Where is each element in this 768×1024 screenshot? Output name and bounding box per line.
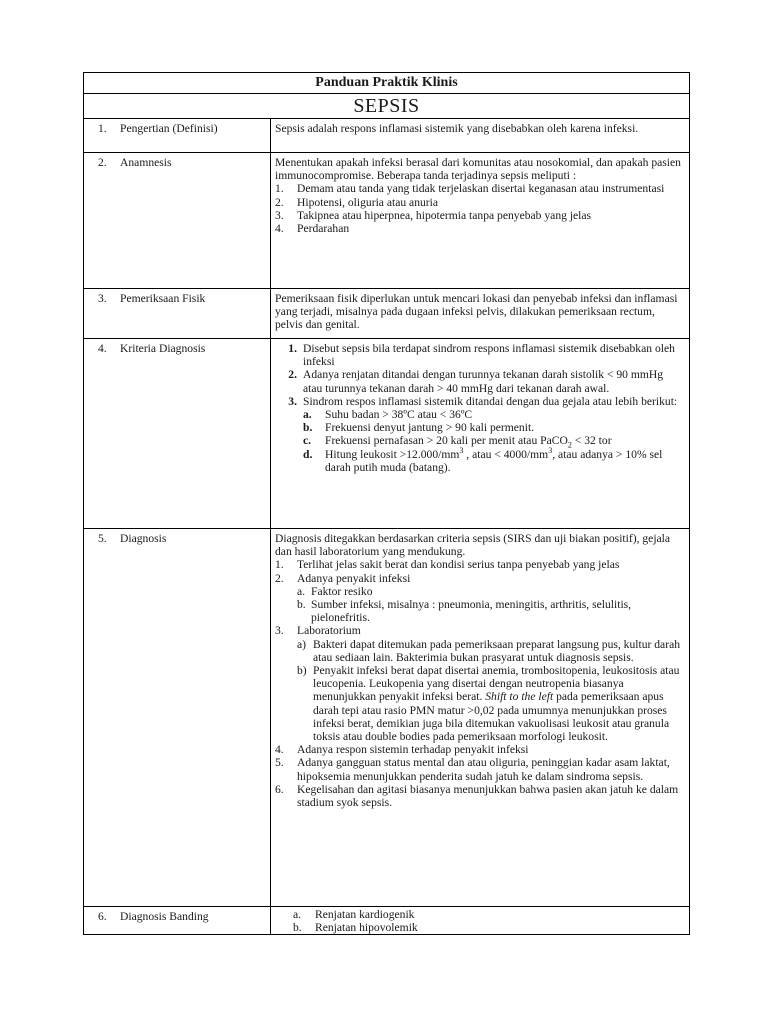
list-item: 3. Takipnea atau hiperpnea, hipotermia tanpa penyebab yang jelas	[275, 208, 592, 222]
row-number: 5.	[98, 532, 107, 545]
row-label-cell	[84, 907, 271, 935]
list-item: 2. Hipotensi, oliguria atau anuria	[275, 195, 439, 209]
row-label-cell	[84, 289, 271, 339]
list-item: 3. Sindrom respos inflamasi sistemik ditandai dengan dua gejala atau lebih berikut:	[288, 394, 678, 408]
row-label: Diagnosis Banding	[120, 910, 209, 923]
row-number: 1.	[98, 122, 107, 135]
row-label: Pengertian (Definisi)	[120, 122, 218, 135]
row-number: 3.	[98, 292, 107, 305]
row-label: Diagnosis	[120, 532, 167, 545]
topic-heading: SEPSIS	[84, 94, 690, 119]
row-label: Kriteria Diagnosis	[120, 342, 206, 355]
list-item: 4. Perdarahan	[275, 222, 350, 236]
row-label-cell	[84, 153, 271, 289]
diagnosis-list-end	[275, 743, 685, 809]
differential-list	[275, 908, 685, 934]
row-label-cell	[84, 529, 271, 907]
list-item: a) Bakteri dapat ditemukan pada pemeriksaan preparat langsung pus, kultur darah atau sediaan lain. Bakterimia bukan prasyarat untuk diagnosis sepsis.	[297, 637, 681, 664]
table-row	[84, 339, 690, 529]
table-row	[84, 153, 690, 289]
row-content-cell	[271, 907, 690, 935]
list-item: 1. Terlihat jelas sakit berat dan kondisi serius tanpa penyebab yang jelas	[275, 558, 620, 572]
list-item: b. Sumber infeksi, misalnya : pneumonia, meningitis, arthritis, selulitis, pielonefritis.	[297, 598, 632, 625]
clinical-guideline-table	[83, 72, 690, 935]
list-item: 1. Disebut sepsis bila terdapat sindrom respons inflamasi sistemik disebabkan oleh infeksi	[288, 342, 675, 369]
table-row	[84, 289, 690, 339]
table-row	[84, 529, 690, 907]
list-item: 1. Demam atau tanda yang tidak terjelaskan disertai keganasan atau instrumentasi	[275, 182, 665, 196]
list-item: d. Hitung leukosit $>12.000/mm^3$ , atau < $4000/mm^3$, atau adanya > 10% sel darah putih muda (batang).	[303, 445, 663, 474]
diagnosis-intro: Diagnosis ditegakkan berdasarkan criteria sepsis (SIRS dan uji biakan positif), gejala dan hasil laboratorium yang mendukung.	[275, 532, 671, 559]
anamnesis-list	[275, 182, 685, 235]
row-number: 6.	[98, 910, 107, 923]
sirs-criteria-list	[275, 408, 685, 474]
list-item: 6. Kegelisahan dan agitasi biasanya menunjukkan bahwa pasien akan jatuh ke dalam stadium syok sepsis.	[275, 782, 679, 810]
infection-sub-list	[275, 585, 685, 625]
diagnosis-list	[275, 558, 685, 584]
table-row	[84, 119, 690, 153]
row-number: 2.	[98, 156, 107, 169]
document-title: Panduan Praktik Klinis	[84, 73, 690, 94]
diagnosis-list-cont	[275, 624, 685, 637]
title-row	[84, 73, 690, 94]
physical-exam-text: Pemeriksaan fisik diperlukan untuk mencari lokasi dan penyebab infeksi dan inflamasi yang terjadi, misalnya pada dugaan infeksi pelvis, dilakukan pemeriksaan rectum, pelvis dan genital.	[275, 292, 678, 332]
list-item: 3. Laboratorium	[275, 624, 361, 638]
list-item: 5. Adanya gangguan status mental dan atau oliguria, peninggian kadar asam laktat, hipoksemia menunjukkan penderita sudah jatuh ke dalam sindroma sepsis.	[275, 756, 670, 783]
row-content-cell	[271, 339, 690, 529]
anamnesis-intro: Menentukan apakah infeksi berasal dari komunitas atau nosokomial, dan apakah pasien immunocompromise. Beberapa tanda terjadinya sepsis meliputi :	[275, 156, 681, 183]
row-content-cell	[271, 289, 690, 339]
list-item: a. Suhu badan > 38ºC atau < 36ºC	[303, 408, 473, 422]
row-label-cell	[84, 119, 271, 153]
table-row	[84, 907, 690, 935]
list-item: 4. Adanya respon sistemin terhadap penyakit infeksi	[275, 743, 529, 757]
list-item: b) Penyakit infeksi berat dapat disertai anemia, trombositopenia, leukositosis atau leucopenia. Leukopenia yang disertai dengan neutropenia biasanya menunjukkan penyakit infeksi berat. Shift to the left pada pemeriksaan apus darah tepi atau rasio PMN matur >0,02 pada umumnya menunjukkan proses infeksi berat, demikian juga bila ditemukan vakuolisasi leukosit atau granula toksis atau double bodies pada pemeriksaan morfologi leukosit.	[297, 664, 680, 744]
lab-sub-list	[275, 638, 685, 744]
list-item: a. Faktor resiko	[297, 584, 373, 598]
definition-text: Sepsis adalah respons inflamasi sistemik yang disebabkan oleh karena infeksi.	[275, 122, 639, 135]
topic-row	[84, 94, 690, 119]
row-label: Anamnesis	[120, 156, 172, 169]
row-number: 4.	[98, 342, 107, 355]
list-item: 2. Adanya renjatan ditandai dengan turunnya tekanan darah sistolik < 90 mmHg atau turunnya tekanan darah > 40 mmHg dari tekanan darah awal.	[288, 368, 664, 395]
list-item: c. Frekuensi pernafasan > 20 kali per menit atau PaCO$_2$ < 32 tor	[303, 434, 612, 450]
row-content-cell	[271, 119, 690, 153]
list-item: 2. Adanya penyakit infeksi	[275, 571, 411, 585]
criteria-list	[275, 342, 685, 408]
list-item: b. Renjatan hipovolemik	[293, 921, 418, 935]
row-content-cell	[271, 529, 690, 907]
row-content-cell	[271, 153, 690, 289]
list-item: a. Renjatan kardiogenik	[293, 908, 415, 921]
row-label: Pemeriksaan Fisik	[120, 292, 206, 305]
row-label-cell	[84, 339, 271, 529]
list-item: b. Frekuensi denyut jantung > 90 kali permenit.	[303, 421, 535, 435]
